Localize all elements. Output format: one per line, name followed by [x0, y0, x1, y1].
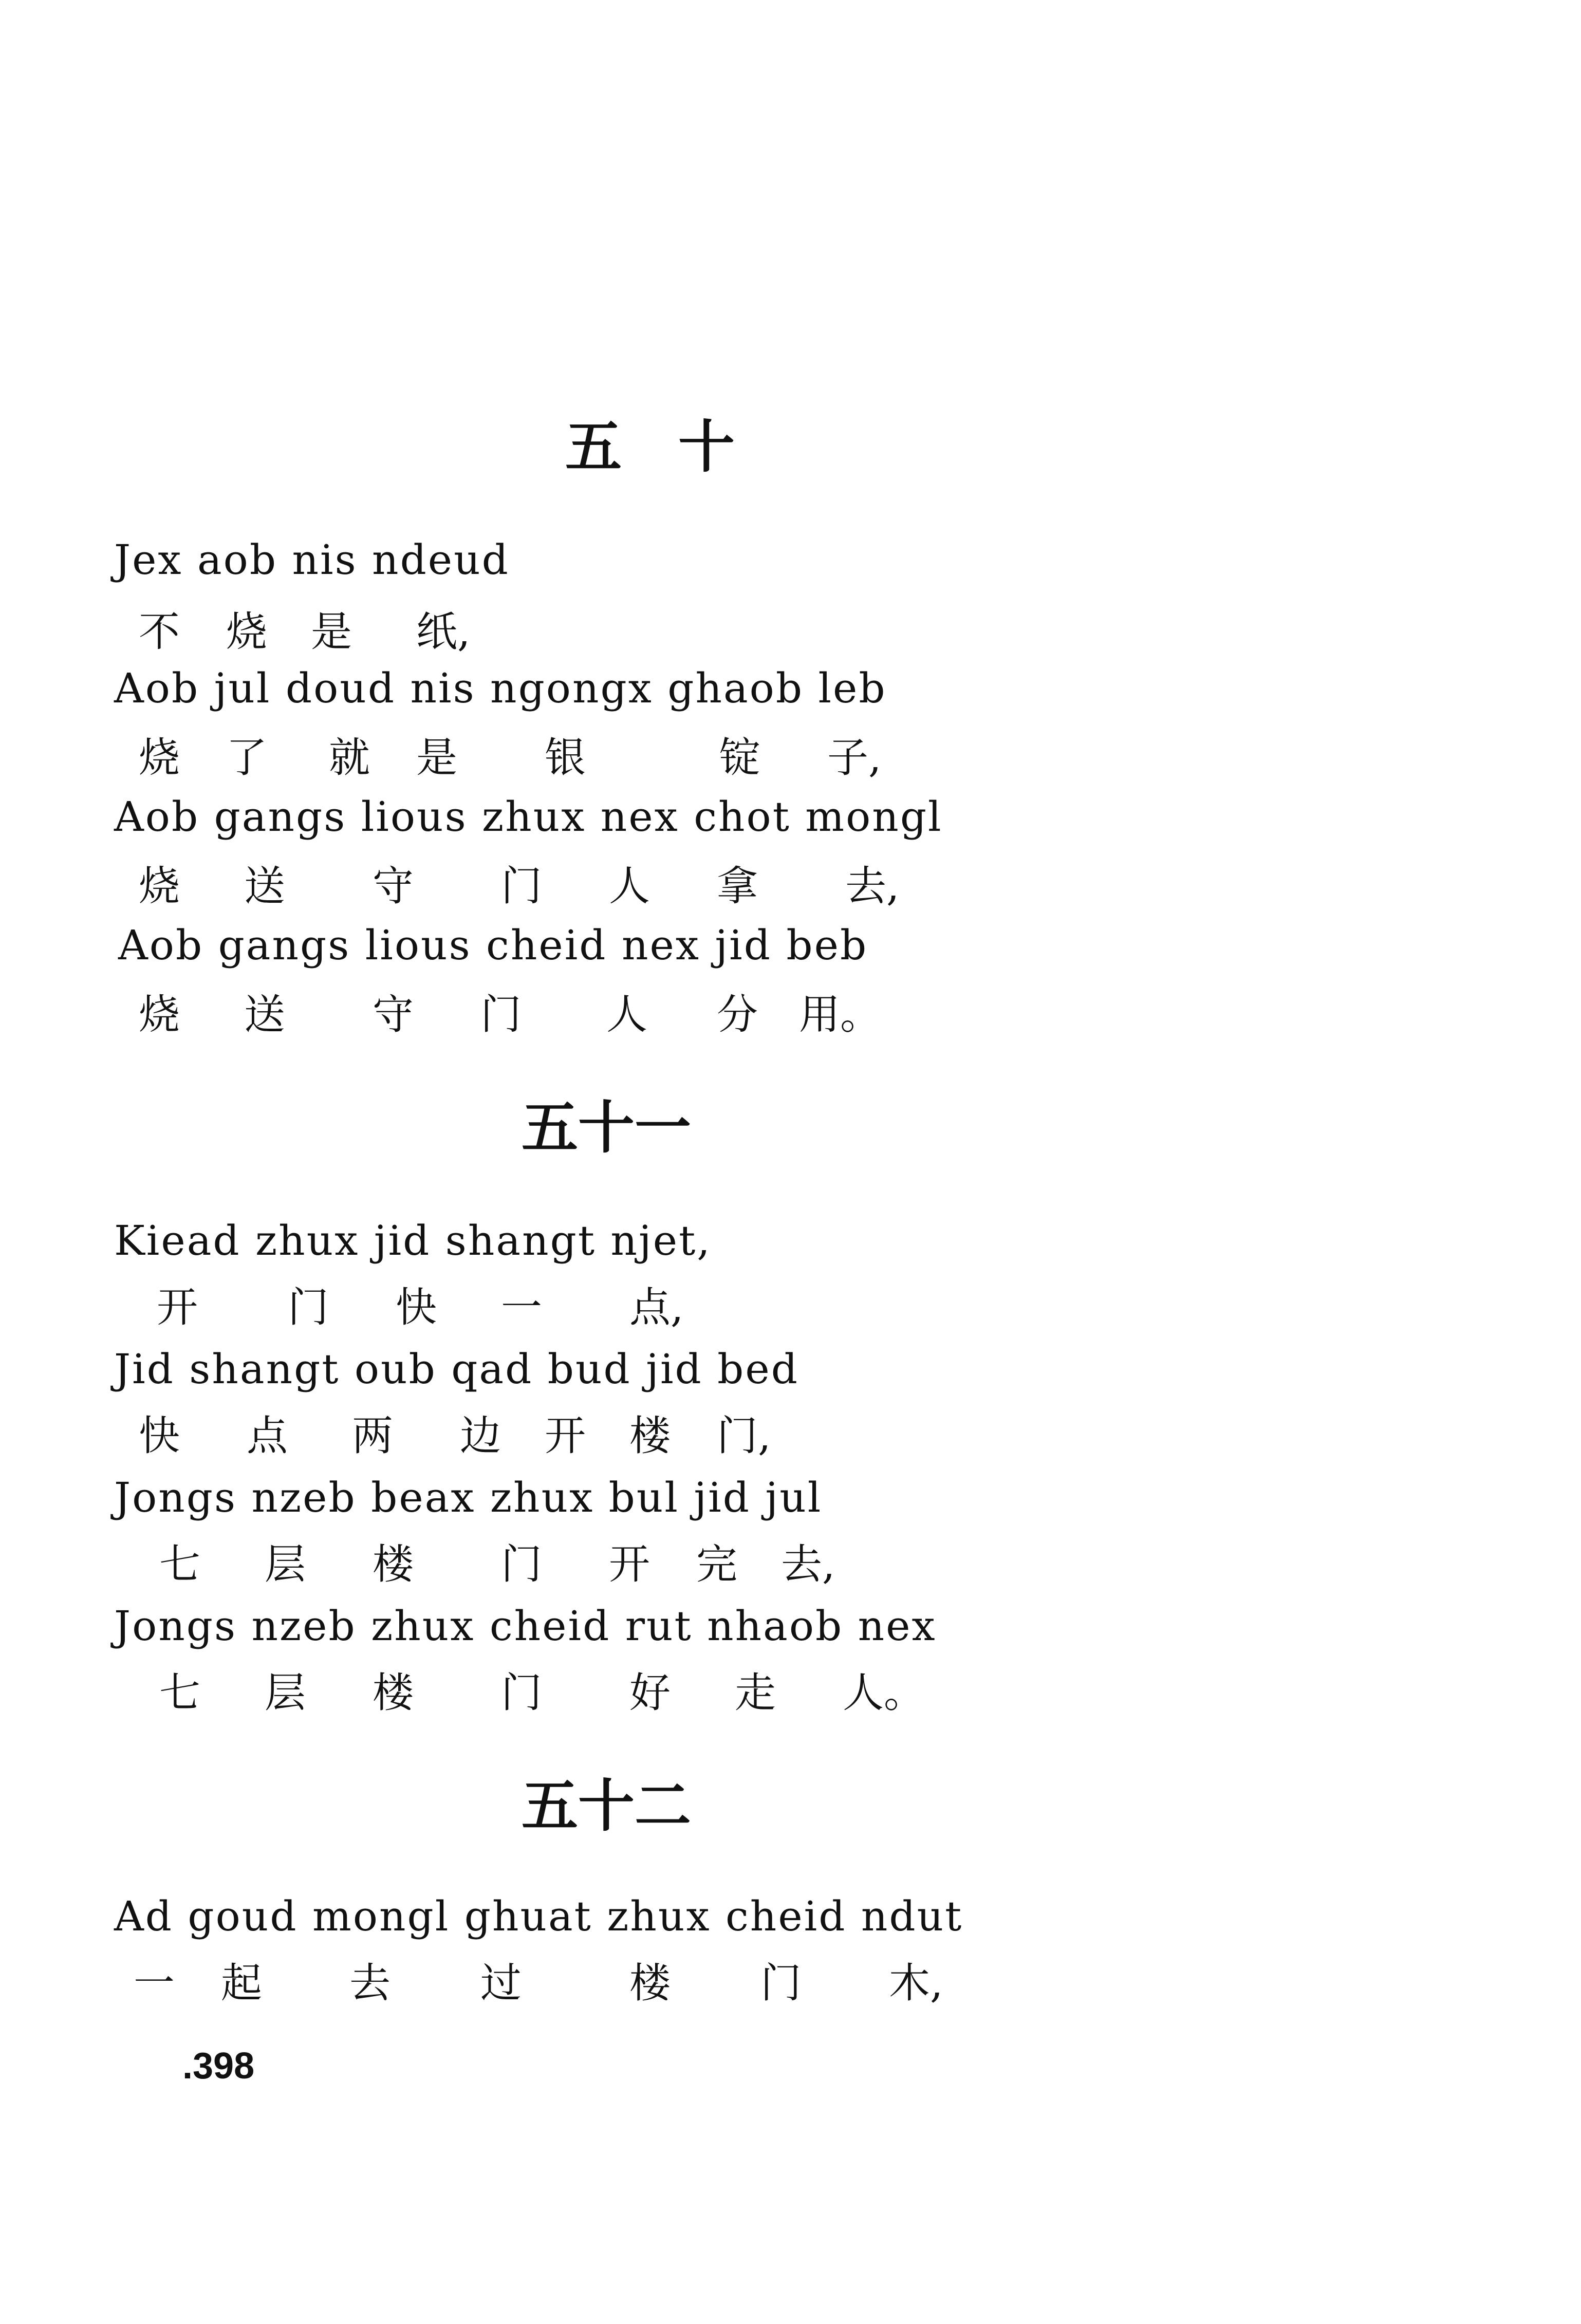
hanzi-word: 门 [480, 991, 522, 1038]
hanzi-word: 守 [373, 991, 414, 1038]
hanzi-word: 分 [717, 991, 758, 1038]
hanzi-word: 银 [545, 734, 586, 782]
hanzi-word: 层 [265, 1669, 306, 1717]
latin-line: Jongs nzeb beax zhux bul jid jul [114, 1474, 823, 1521]
hanzi-word: 去, [781, 1540, 835, 1588]
hanzi-word: 不 [139, 608, 180, 656]
hanzi-word: 两 [352, 1412, 393, 1460]
hanzi-word: 人 [606, 991, 647, 1038]
hanzi-word: 楼 [629, 1412, 671, 1460]
hanzi-word: 烧 [139, 862, 180, 910]
latin-line: Aob gangs lious zhux nex chot mongl [114, 793, 943, 841]
hanzi-word: 一 [501, 1284, 542, 1331]
hanzi-word: 楼 [629, 1959, 671, 2007]
hanzi-word: 起 [221, 1959, 262, 2007]
latin-line: Jid shangt oub qad bud jid bed [114, 1345, 799, 1393]
hanzi-word: 烧 [226, 608, 267, 656]
hanzi-word: 门, [717, 1412, 771, 1460]
hanzi-word: 开 [609, 1540, 650, 1588]
hanzi-word: 点 [247, 1412, 288, 1460]
section-heading-51: 五十一 [522, 1094, 691, 1161]
hanzi-word: 子, [827, 734, 882, 782]
hanzi-word: 门 [760, 1959, 802, 2007]
hanzi-word: 门 [288, 1284, 329, 1331]
section-heading-50: 五 十 [565, 414, 735, 480]
hanzi-word: 门 [501, 1669, 542, 1717]
hanzi-word: 去, [845, 862, 900, 910]
hanzi-word: 烧 [139, 991, 180, 1038]
hanzi-word: 人 [609, 862, 650, 910]
hanzi-word: 好 [629, 1669, 671, 1717]
hanzi-word: 用。 [799, 991, 881, 1038]
hanzi-word: 快 [396, 1284, 437, 1331]
hanzi-word: 快 [139, 1412, 180, 1460]
hanzi-word: 层 [265, 1540, 306, 1588]
hanzi-word: 送 [244, 862, 285, 910]
hanzi-word: 烧 [139, 734, 180, 782]
hanzi-word: 守 [373, 862, 414, 910]
hanzi-word: 拿 [717, 862, 758, 910]
hanzi-word: 七 [159, 1669, 200, 1717]
hanzi-word: 人。 [843, 1669, 925, 1717]
hanzi-word: 就 [329, 734, 370, 782]
hanzi-word: 是 [416, 734, 457, 782]
latin-line: Jongs nzeb zhux cheid rut nhaob nex [114, 1602, 937, 1650]
hanzi-word: 门 [501, 862, 542, 910]
hanzi-word: 开 [157, 1284, 198, 1331]
hanzi-word: 走 [735, 1669, 776, 1717]
latin-line: Ad goud mongl ghuat zhux cheid ndut [114, 1892, 963, 1940]
hanzi-word: 点, [629, 1284, 684, 1331]
hanzi-word: 完 [696, 1540, 737, 1588]
hanzi-word: 纸, [416, 608, 471, 656]
section-heading-52: 五十二 [522, 1773, 691, 1839]
hanzi-word: 去 [349, 1959, 390, 2007]
latin-line: Aob gangs lious cheid nex jid beb [118, 921, 868, 969]
hanzi-word: 是 [311, 608, 352, 656]
hanzi-word: 锭 [719, 734, 760, 782]
hanzi-word: 七 [159, 1540, 200, 1588]
hanzi-word: 木, [889, 1959, 943, 2007]
hanzi-word: 楼 [373, 1669, 414, 1717]
page-number: .398 [182, 2046, 255, 2087]
hanzi-word: 了 [226, 734, 267, 782]
hanzi-word: 楼 [373, 1540, 414, 1588]
hanzi-word: 开 [545, 1412, 586, 1460]
latin-line: Jex aob nis ndeud [114, 536, 510, 584]
hanzi-word: 门 [501, 1540, 542, 1588]
hanzi-word: 边 [460, 1412, 501, 1460]
latin-line: Kiead zhux jid shangt njet, [114, 1217, 712, 1265]
hanzi-word: 一 [134, 1959, 175, 2007]
hanzi-word: 过 [480, 1959, 522, 2007]
latin-line: Aob jul doud nis ngongx ghaob leb [114, 664, 887, 712]
hanzi-word: 送 [244, 991, 285, 1038]
